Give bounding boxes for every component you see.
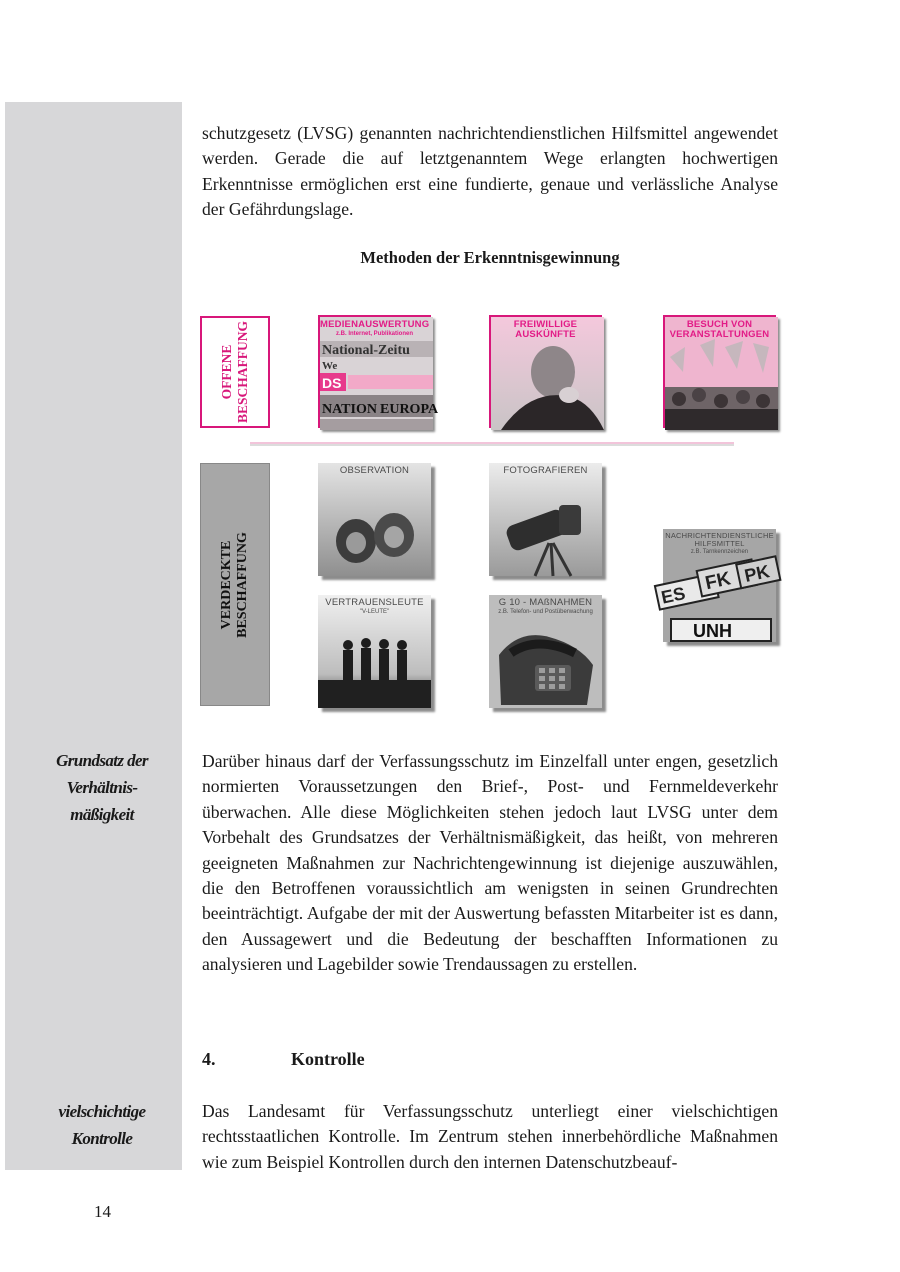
svg-text:UNH: UNH — [693, 621, 732, 641]
covert-procurement-label: VERDECKTE BESCHAFFUNG — [200, 463, 270, 706]
section-divider — [250, 442, 734, 446]
event-visits-tile — [663, 315, 776, 428]
svg-text:PK: PK — [742, 561, 772, 586]
voluntary-information-tile — [489, 315, 602, 428]
svg-text:ES: ES — [659, 583, 688, 608]
photographing-tile — [489, 463, 602, 576]
observation-tile — [318, 463, 431, 576]
page-number: 14 — [94, 1202, 111, 1221]
tile-caption: OBSERVATION — [339, 465, 410, 476]
svg-text:DS: DS — [322, 375, 342, 391]
figure-title: Methoden der Erkenntnisgewinnung — [360, 248, 620, 267]
svg-text:NATION: NATION — [322, 402, 377, 417]
control-paragraph: Das Landesamt für Verfassungsschutz unterliegt einer vielschichtigen rechtsstaatlichen Kontrolle. Im Zentrum stehen innerbehördliche Maßnahmen wie zum Beispiel Kontrollen durch den internen Datenschutzbeauf- — [202, 1101, 778, 1172]
svg-text:EUROPA: EUROPA — [380, 402, 439, 417]
binoculars-image — [318, 463, 431, 576]
open-procurement-label: OFFENE BESCHAFFUNG — [200, 316, 270, 428]
section-title: Kontrolle — [291, 1049, 365, 1069]
tile-caption: MEDIENAUSWERTUNG z.B. Internet, Publikationen — [320, 319, 430, 337]
svg-text:We: We — [322, 360, 338, 372]
margin-note-control: vielschichtige Kontrolle — [58, 1102, 146, 1148]
tile-caption: G 10 - MAßNAHMEN z.B. Telefon- und Postüberwachung — [498, 597, 593, 615]
camera-image — [489, 463, 602, 576]
svg-text:FK: FK — [703, 568, 733, 595]
tile-caption: FREIWILLIGE AUSKÜNFTE — [513, 319, 578, 340]
section-number: 4. — [202, 1049, 216, 1069]
informants-tile — [318, 595, 431, 708]
svg-text:National-Zeitu: National-Zeitu — [322, 343, 410, 358]
intelligence-tools-tile — [659, 529, 776, 642]
tile-caption: NACHRICHTENDIENSTLICHE HILFSMITTEL z.B. Tarnkennzeichen — [665, 531, 774, 555]
margin-bar — [5, 102, 182, 1170]
margin-note-proportionality: Grundsatz der Verhältnis- mäßigkeit — [56, 751, 148, 824]
tile-caption: VERTRAUENSLEUTE "V-LEUTE" — [325, 597, 424, 615]
tile-caption: BESUCH VON VERANSTALTUNGEN — [669, 319, 770, 340]
section-heading — [202, 1046, 365, 1072]
tile-caption: FOTOGRAFIEREN — [503, 465, 588, 476]
intro-paragraph: schutzgesetz (LVSG) genannten nachrichtendienstlichen Hilfsmittel angewendet werden. Gerade die auf letztgenanntem Wege erlangten hochwertigen Erkenntnisse ermöglichen erst eine fundierte, genaue und verlässliche Analyse der Gefährdungslage. — [202, 123, 778, 220]
media-analysis-tile — [318, 315, 439, 428]
proportionality-paragraph: Darüber hinaus darf der Verfassungsschutz im Einzelfall unter engen, gesetzlich normierten Voraussetzungen den Brief-, Post- und Fernmeldeverkehr überwachen. Alle diese Möglichkeiten stehen jedoch laut LVSG unter dem Vorbehalt des Grundsatzes der Verhältnismäßigkeit, das heißt, von mehreren geeigneten Maßnahmen zur Nachrichtengewinnung ist diejenige auszuwählen, die den Betroffenen voraussichtlich am wenigsten in seinen Grundrechten beeinträchtigt. Aufgabe der mit der Auswertung befassten Mitarbeiter ist es dann, den Aussagewert und die Bedeutung der beschafften Informationen zu analysieren und Lagebilder sowie Trendaussagen zu erstellen. — [202, 751, 778, 975]
g10-measures-tile — [489, 595, 602, 708]
